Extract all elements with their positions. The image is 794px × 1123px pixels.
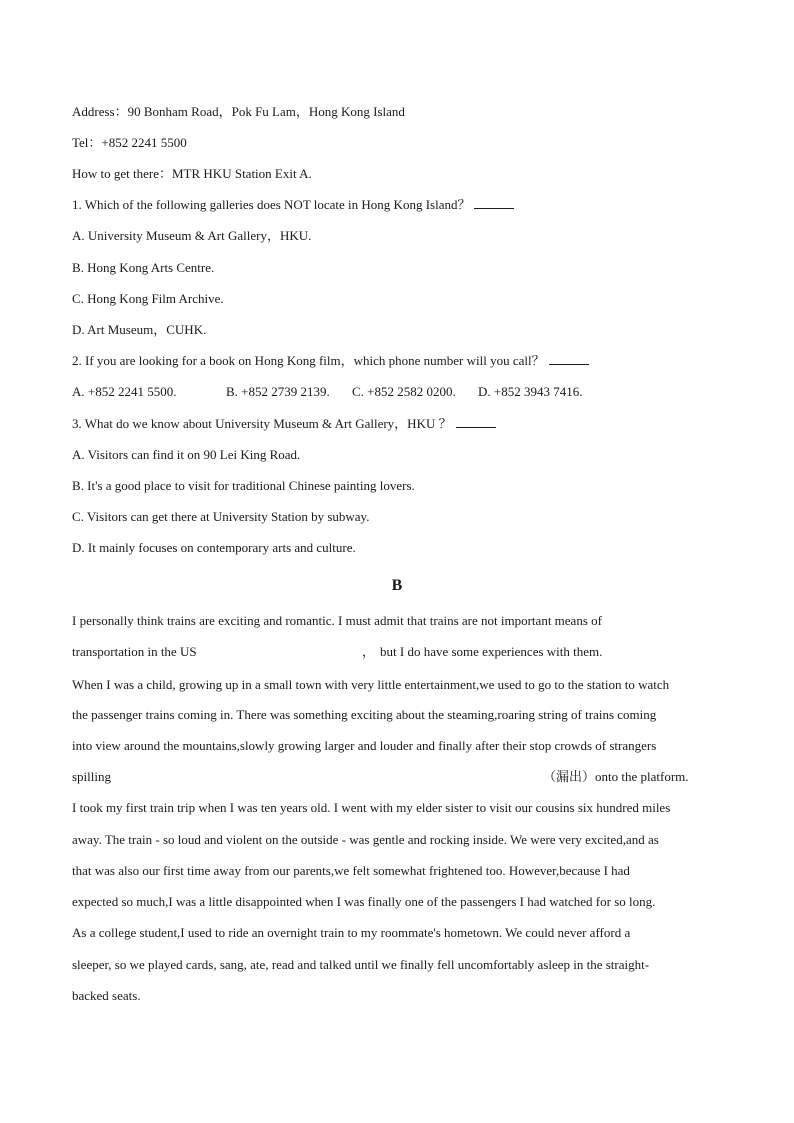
question-2-option-b: B. +852 2739 2139. — [226, 384, 330, 399]
question-1-option-c: C. Hong Kong Film Archive. — [72, 291, 224, 306]
question-1-option-b: B. Hong Kong Arts Centre. — [72, 260, 215, 275]
passage-line: expected so much,I was a little disappointed when I was finally one of the passengers I had watched for so long. — [72, 894, 656, 909]
question-3-option-c: C. Visitors can get there at University Station by subway. — [72, 509, 370, 524]
question-1-option-a: A. University Museum & Art Gallery，HKU. — [72, 228, 312, 243]
tel-line: Tel：+852 2241 5500 — [72, 135, 187, 150]
passage-line: spilling — [72, 769, 112, 784]
question-1-option-d: D. Art Museum，CUHK. — [72, 322, 207, 337]
address-line: Address：90 Bonham Road，Pok Fu Lam，Hong Kong Island — [72, 104, 405, 119]
directions-line: How to get there：MTR HKU Station Exit A. — [72, 166, 312, 181]
passage-punctuation: ， — [362, 644, 376, 659]
passage-line: backed seats. — [72, 988, 141, 1003]
answer-blank — [474, 197, 514, 209]
question-1-stem: 1. Which of the following galleries does NOT locate in Hong Kong Island？ — [72, 197, 471, 212]
question-2-stem: 2. If you are looking for a book on Hong Kong film，which phone number will you call？ — [72, 353, 545, 368]
passage-line: the passenger trains coming in. There was something exciting about the steaming,roaring string of trains coming — [72, 707, 657, 722]
passage-line: （漏出）onto the platform. — [543, 769, 689, 784]
passage-line: I took my first train trip when I was ten years old. I went with my elder sister to visit our cousins six hundred miles — [72, 800, 671, 815]
question-2 — [72, 353, 589, 369]
passage-line: I personally think trains are exciting and romantic. I must admit that trains are not important means of — [72, 613, 602, 628]
passage-line: transportation in the US — [72, 644, 197, 659]
passage-line: that was also our first time away from our parents,we felt somewhat frightened too. However,because I had — [72, 863, 630, 878]
answer-blank — [456, 416, 496, 428]
question-3 — [72, 416, 496, 432]
passage-line: sleeper, so we played cards, sang, ate, read and talked until we finally fell uncomfortably asleep in the straight- — [72, 957, 650, 972]
passage-line: into view around the mountains,slowly growing larger and louder and finally after their stop crowds of strangers — [72, 738, 657, 753]
question-3-option-a: A. Visitors can find it on 90 Lei King Road. — [72, 447, 301, 462]
question-1 — [72, 197, 514, 213]
answer-blank — [549, 353, 589, 365]
passage-line: As a college student,I used to ride an overnight train to my roommate's hometown. We could never afford a — [72, 925, 631, 940]
question-3-stem: 3. What do we know about University Museum & Art Gallery，HKU ？ — [72, 416, 452, 431]
passage-line: away. The train - so loud and violent on the outside - was gentle and rocking inside. We were very excited,and as — [72, 832, 659, 847]
question-2-option-a: A. +852 2241 5500. — [72, 384, 177, 399]
passage-line: but I do have some experiences with them. — [380, 644, 603, 659]
section-heading: B — [391, 577, 403, 594]
passage-line: When I was a child, growing up in a small town with very little entertainment,we used to go to the station to watch — [72, 677, 670, 692]
question-3-option-b: B. It's a good place to visit for traditional Chinese painting lovers. — [72, 478, 415, 493]
question-2-option-c: C. +852 2582 0200. — [352, 384, 456, 399]
question-2-option-d: D. +852 3943 7416. — [478, 384, 583, 399]
question-3-option-d: D. It mainly focuses on contemporary arts and culture. — [72, 540, 356, 555]
